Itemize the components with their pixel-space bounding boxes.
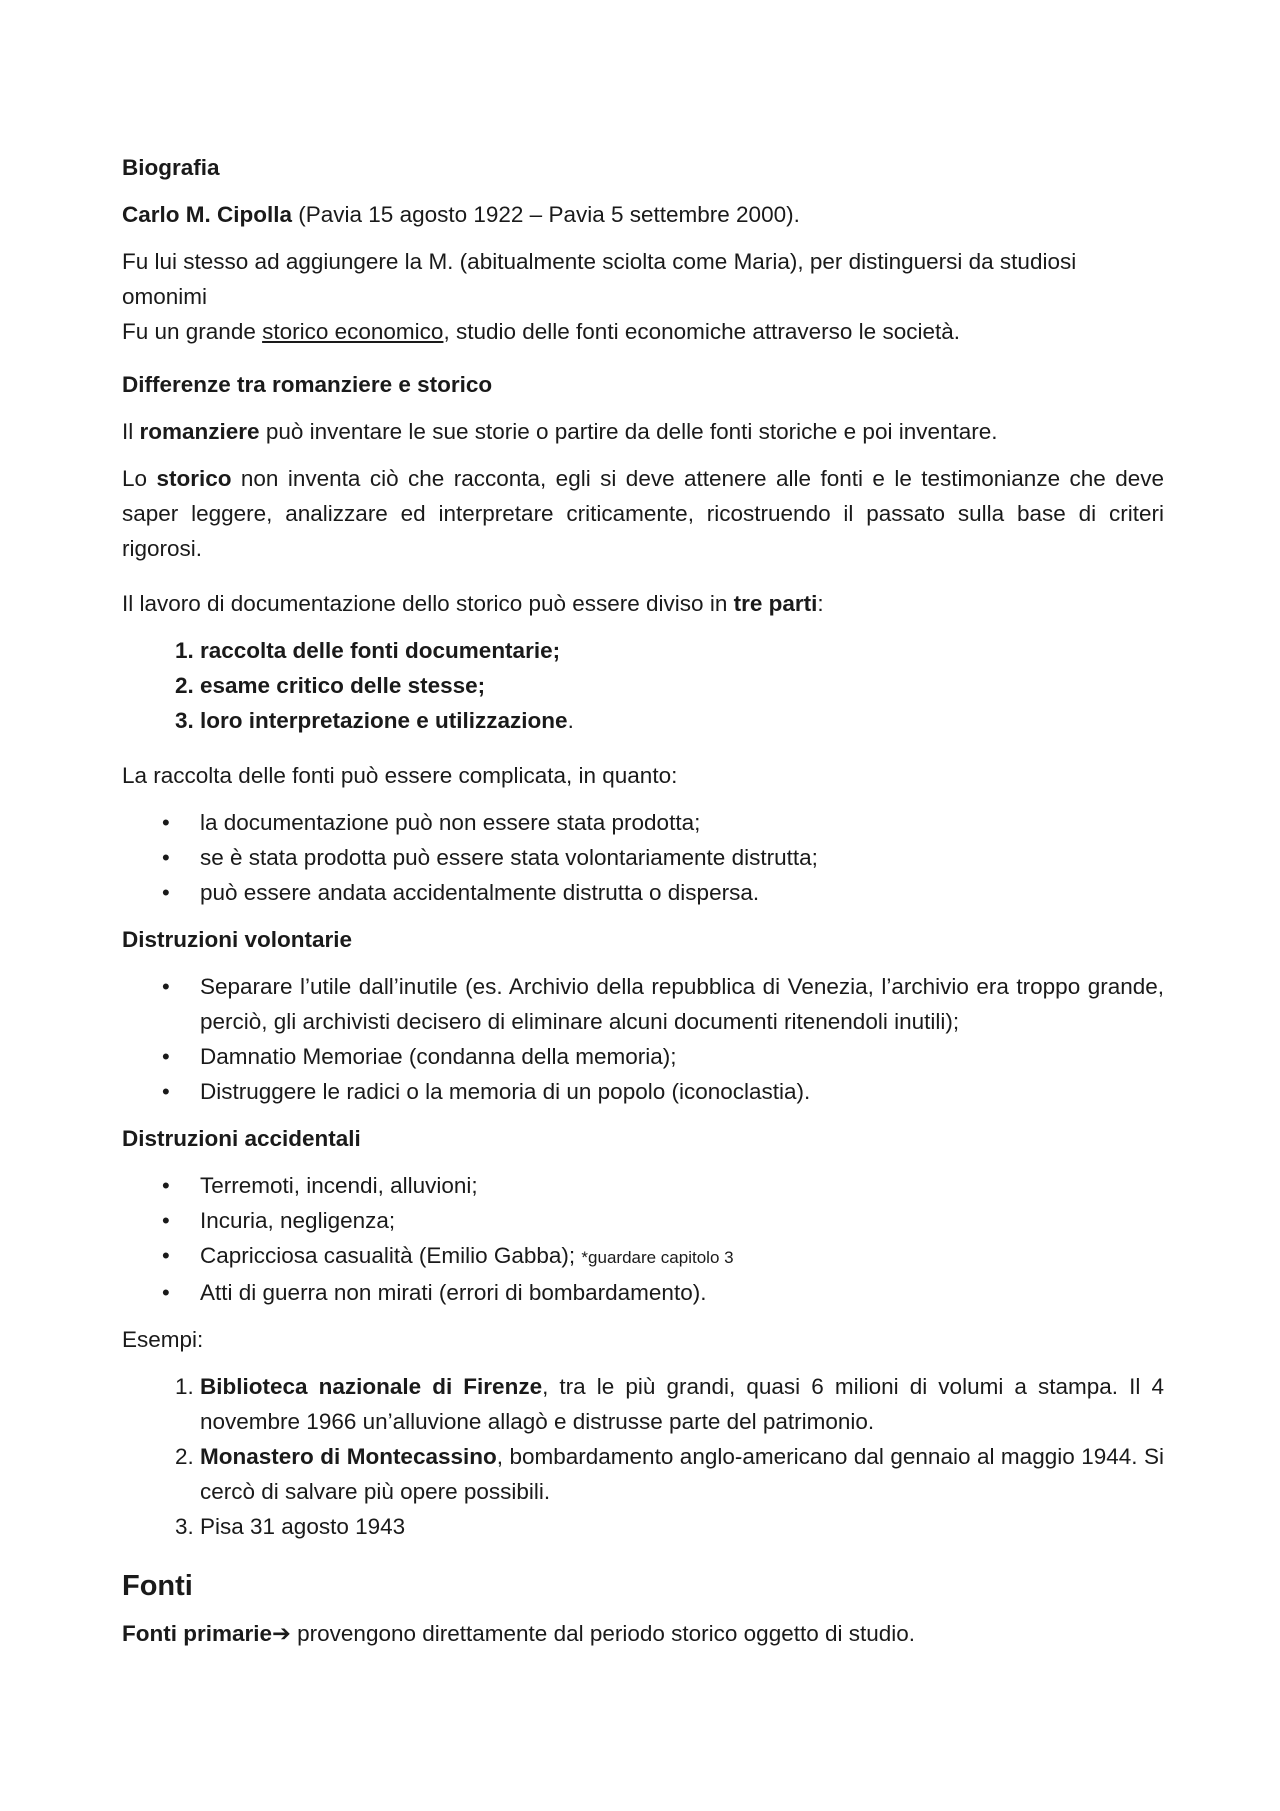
list-item	[200, 1369, 1164, 1439]
list-item	[200, 703, 1164, 738]
romanziere-paragraph	[122, 414, 1164, 449]
heading-differenze: Differenze tra romanziere e storico	[122, 372, 493, 397]
tre-parti-a: Il lavoro di documentazione dello storico può essere diviso in	[122, 591, 734, 616]
bio-name: Carlo M. Cipolla	[122, 202, 293, 227]
heading-biografia: Biografia	[122, 155, 220, 180]
capricciosa-text: Capricciosa casualità (Emilio Gabba);	[200, 1243, 576, 1268]
list-item: • se è stata prodotta può essere stata volontariamente distrutta;	[200, 840, 1164, 875]
bio-p2-underlined: storico economico	[262, 319, 444, 344]
list-item	[200, 1238, 1164, 1275]
list-item: • Distruggere le radici o la memoria di un popolo (iconoclastia).	[200, 1074, 1164, 1109]
storico-a: Lo	[122, 466, 157, 491]
fonti-primarie-term: Fonti primarie	[122, 1621, 273, 1646]
esempi-list	[122, 1369, 1164, 1544]
list-item: 3. Pisa 31 agosto 1943	[200, 1509, 1164, 1544]
heading-volontarie: Distruzioni volontarie	[122, 927, 353, 952]
esempio-1-text: , tra le più grandi, quasi 6 milioni di volumi a stampa. Il 4 novembre 1966 un’alluvione allagò e distrusse parte del patrimonio.	[200, 1374, 1164, 1434]
bio-paragraph	[122, 244, 1164, 349]
bio-name-line	[122, 197, 1164, 232]
raccolta-list	[122, 805, 1164, 910]
list-item: • la documentazione può non essere stata prodotta;	[200, 805, 1164, 840]
fonti-primarie-line	[122, 1616, 1164, 1651]
capitolo-note: *guardare capitolo 3	[581, 1248, 734, 1267]
esempio-2-term: Monastero di Montecassino	[200, 1444, 497, 1469]
esempi-label: Esempi:	[122, 1327, 204, 1352]
document-page	[122, 150, 1164, 1663]
list-item: • Separare l’utile dall’inutile (es. Archivio della repubblica di Venezia, l’archivio era troppo grande, perciò, gli archivisti decisero di eliminare alcuni documenti ritenendoli inutili);	[200, 969, 1164, 1039]
esempio-1-term: Biblioteca nazionale di Firenze	[200, 1374, 543, 1399]
romanziere-a: Il	[122, 419, 140, 444]
heading-fonti: Fonti	[122, 1570, 193, 1602]
bio-p1: Fu lui stesso ad aggiungere la M. (abitualmente sciolta come Maria), per distinguersi da studiosi omonimi	[122, 249, 1077, 309]
step-3-tail: .	[567, 708, 574, 733]
list-item: 1. raccolta delle fonti documentarie;	[200, 633, 1164, 668]
list-item: • Terremoti, incendi, alluvioni;	[200, 1168, 1164, 1203]
heading-accidentali: Distruzioni accidentali	[122, 1126, 361, 1151]
bio-p2b: , studio delle fonti economiche attraverso le società.	[443, 319, 960, 344]
tre-parti-term: tre parti	[733, 591, 818, 616]
fonti-primarie-text: provengono direttamente dal periodo storico oggetto di studio.	[290, 1621, 916, 1646]
list-item: • Damnatio Memoriae (condanna della memoria);	[200, 1039, 1164, 1074]
romanziere-c: può inventare le sue storie o partire da delle fonti storiche e poi inventare.	[259, 419, 998, 444]
list-item: • Incuria, negligenza;	[200, 1203, 1164, 1238]
bio-p2a: Fu un grande	[122, 319, 263, 344]
list-item	[200, 1439, 1164, 1509]
volontarie-list	[122, 969, 1164, 1109]
storico-paragraph	[122, 461, 1164, 566]
list-item: 2. esame critico delle stesse;	[200, 668, 1164, 703]
steps-list	[122, 633, 1164, 738]
esempio-2-text: , bombardamento anglo-americano dal gennaio al maggio 1944. Si cercò di salvare più opere possibili.	[200, 1444, 1164, 1504]
accidentali-list	[122, 1168, 1164, 1310]
storico-c: non inventa ciò che racconta, egli si deve attenere alle fonti e le testimonianze che deve saper leggere, analizzare ed interpretare criticamente, ricostruendo il passato sulla base di criteri rigorosi.	[122, 466, 1164, 561]
list-item: • Atti di guerra non mirati (errori di bombardamento).	[200, 1275, 1164, 1310]
step-3-text: loro interpretazione e utilizzazione	[200, 708, 568, 733]
tre-parti-c: :	[817, 591, 824, 616]
tre-parti-paragraph	[122, 586, 1164, 621]
romanziere-term: romanziere	[139, 419, 260, 444]
list-item: • può essere andata accidentalmente distrutta o dispersa.	[200, 875, 1164, 910]
storico-term: storico	[156, 466, 232, 491]
arrow-icon: ➔	[272, 1621, 291, 1646]
raccolta-intro: La raccolta delle fonti può essere complicata, in quanto:	[122, 763, 678, 788]
bio-dates: (Pavia 15 agosto 1922 – Pavia 5 settembre 2000).	[292, 202, 800, 227]
